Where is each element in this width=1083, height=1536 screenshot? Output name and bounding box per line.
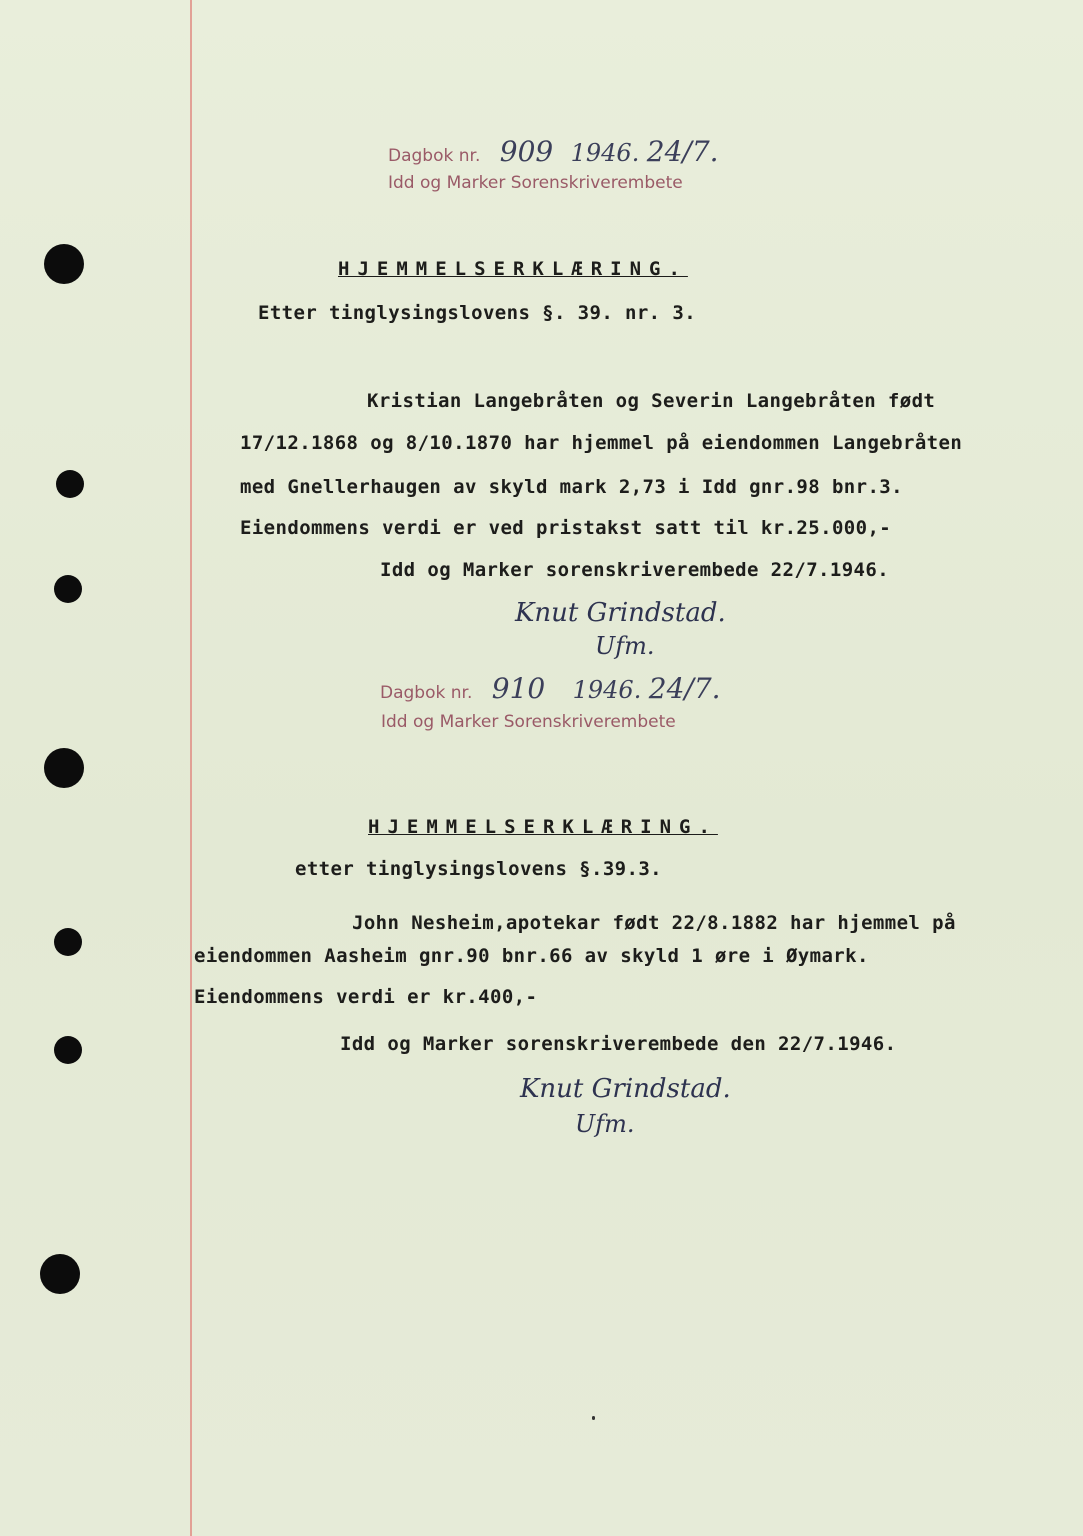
entry-1-line: Kristian Langebråten og Severin Langebråten født [367, 390, 936, 412]
dagbok-date: 24/7. [648, 672, 721, 705]
punch-hole [54, 928, 82, 956]
punch-hole [54, 575, 82, 603]
dagbok-stamp-2 [380, 672, 721, 705]
office-name: Idd og Marker Sorenskriverembete [381, 712, 676, 732]
entry-1-subheading: Etter tinglysingslovens §. 39. nr. 3. [258, 302, 697, 324]
entry-2-line: Idd og Marker sorenskriverembede den 22/7.1946. [340, 1033, 897, 1055]
entry-1-line: Idd og Marker sorenskriverembede 22/7.1946. [380, 559, 890, 581]
punch-hole [44, 244, 84, 284]
entry-2-heading: HJEMMELSERKLÆRING. [368, 816, 718, 838]
dagbok-year: 1946. [572, 676, 642, 704]
punch-hole [44, 748, 84, 788]
punch-hole [56, 470, 84, 498]
punch-hole [40, 1254, 80, 1294]
dagbok-label: Dagbok nr. [388, 146, 481, 166]
dagbok-stamp-1 [388, 135, 719, 168]
punch-hole [54, 1036, 82, 1064]
entry-2-line: Eiendommens verdi er kr.400,- [194, 986, 538, 1008]
ink-speck [592, 1416, 595, 1420]
margin-rule [190, 0, 192, 1536]
dagbok-date: 24/7. [646, 135, 719, 168]
entry-1-line: 17/12.1868 og 8/10.1870 har hjemmel på eiendommen Langebråten [240, 432, 963, 454]
dagbok-number: 909 [499, 135, 554, 168]
entry-2-signature-title: Ufm. [575, 1110, 635, 1138]
office-stamp-2 [381, 712, 676, 732]
entry-1-line: Eiendommens verdi er ved pristakst satt til kr.25.000,- [240, 517, 892, 539]
entry-1-signature: Knut Grindstad. [515, 598, 726, 628]
dagbok-number: 910 [491, 672, 546, 705]
entry-2-line: John Nesheim,apotekar født 22/8.1882 har hjemmel på [352, 912, 956, 934]
entry-2-line: eiendommen Aasheim gnr.90 bnr.66 av skyld 1 øre i Øymark. [194, 945, 869, 967]
entry-2-signature: Knut Grindstad. [520, 1074, 731, 1104]
office-stamp-1 [388, 173, 683, 193]
office-name: Idd og Marker Sorenskriverembete [388, 173, 683, 193]
entry-1-heading: HJEMMELSERKLÆRING. [338, 258, 688, 280]
entry-2-subheading: etter tinglysingslovens §.39.3. [295, 858, 663, 880]
dagbok-year: 1946. [570, 139, 640, 167]
dagbok-label: Dagbok nr. [380, 683, 473, 703]
entry-1-line: med Gnellerhaugen av skyld mark 2,73 i Idd gnr.98 bnr.3. [240, 476, 903, 498]
entry-1-signature-title: Ufm. [595, 632, 655, 660]
